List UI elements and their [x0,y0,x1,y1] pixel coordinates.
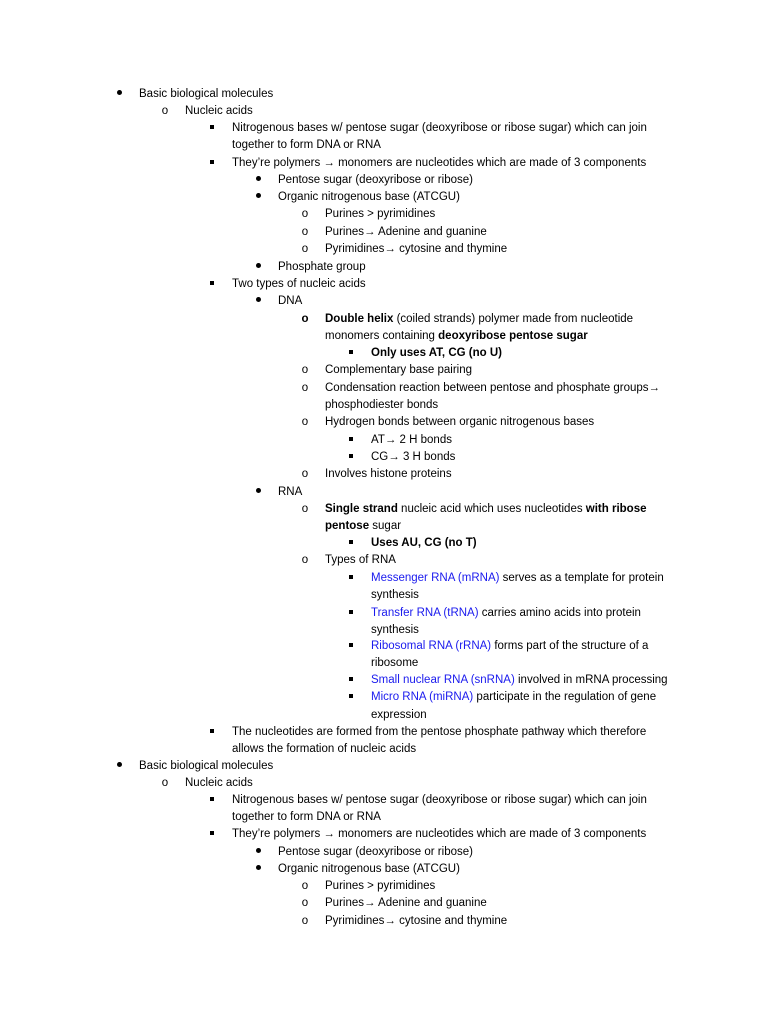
list-item-text: with ribose [585,503,647,515]
list-item-text: Pentose sugar (deoxyribose or ribose) [278,174,473,186]
list-item-text: serves as a template for protein [499,572,664,584]
list-item-text: Involves histone proteins [325,468,452,480]
bullet-circle-icon: o [301,503,309,515]
list-item-continuation [232,809,381,826]
list-item [232,155,646,172]
list-item-text: involved in mRNA processing [514,674,668,686]
list-item [185,103,253,120]
bullet-circle-icon: o [301,554,309,566]
bullet-circle-icon: o [301,243,309,255]
list-item-text: Organic nitrogenous base (ATCGU) [278,863,460,875]
list-item-continuation [232,741,416,758]
bullet-square-icon [344,570,358,587]
bullet-square-icon [205,724,219,741]
list-item-text: synthesis [371,624,419,636]
list-item-text: expression [371,709,427,721]
list-item-text: CG→ 3 H bonds [371,451,456,463]
list-item-continuation [371,622,419,639]
bullet-circle-icon: o [301,364,309,376]
list-item [371,570,664,587]
list-item-text: DNA [278,295,303,307]
list-item-text: allows the formation of nucleic acids [232,743,417,755]
list-item-continuation [232,137,381,154]
bullet-circle-icon: o [301,226,309,238]
list-item [325,414,594,431]
bullet-square-icon [205,826,219,843]
list-item-text: sugar [369,520,402,532]
list-item-text: Complementary base pairing [325,364,473,376]
list-item-text: Purines→ Adenine and guanine [325,897,487,909]
bullet-square-icon [344,345,358,362]
list-item-continuation [325,518,401,535]
list-item-text: Types of RNA [325,554,396,566]
list-item-text: They’re polymers → monomers are nucleotides which are made of 3 components [232,157,647,169]
list-item-text: Condensation reaction between pentose and phosphate groups→ [325,382,661,394]
list-item-text: Basic biological molecules [139,88,274,100]
bullet-dot-icon [251,189,265,206]
list-item [371,638,648,655]
list-item-text: together to form DNA or RNA [232,139,381,151]
list-item [278,844,473,861]
bullet-circle-icon: o [301,915,309,927]
list-item-text: Nitrogenous bases w/ pentose sugar (deoxyribose or ribose sugar) which can join [232,122,647,134]
list-item [278,172,473,189]
bullet-dot-icon [251,861,265,878]
list-item [325,552,396,569]
bullet-circle-icon: o [301,208,309,220]
list-item [185,775,253,792]
rna-type-link[interactable]: Ribosomal RNA (rRNA) [371,640,492,652]
list-item [371,535,477,552]
rna-type-link[interactable]: Transfer RNA (tRNA) [371,607,479,619]
list-item-text: nucleic acid which uses nucleotides [397,503,586,515]
list-item-text: phosphodiester bonds [325,399,439,411]
list-item-text: ribosome [371,657,419,669]
bullet-dot-icon [251,844,265,861]
list-item-text: Only uses AT, CG (no U) [371,347,502,359]
list-item [325,895,487,912]
list-item [325,466,452,483]
rna-type-link[interactable]: Micro RNA (miRNA) [371,691,474,703]
list-item-text: Organic nitrogenous base (ATCGU) [278,191,460,203]
list-item-text: Pentose sugar (deoxyribose or ribose) [278,846,473,858]
bullet-dot-icon [112,758,126,775]
list-item-text: Double helix [325,313,394,325]
list-item-text: The nucleotides are formed from the pentose phosphate pathway which therefore [232,726,647,738]
list-item-text: Two types of nucleic acids [232,278,366,290]
list-item [278,259,366,276]
list-item-continuation [325,328,588,345]
list-item [371,605,641,622]
bullet-dot-icon [112,86,126,103]
list-item-text: forms part of the structure of a [491,640,649,652]
list-item-text: carries amino acids into protein [478,607,641,619]
list-item-text: Hydrogen bonds between organic nitrogenous bases [325,416,595,428]
bullet-dot-icon [251,293,265,310]
rna-type-link[interactable]: Messenger RNA (mRNA) [371,572,500,584]
list-item [278,484,302,501]
list-item-text: synthesis [371,589,419,601]
bullet-circle-icon: o [301,382,309,394]
list-item [278,861,460,878]
list-item-text: Pyrimidines→ cytosine and thymine [325,915,508,927]
bullet-dot-icon [251,484,265,501]
bullet-circle-icon: o [301,897,309,909]
list-item-text: participate in the regulation of gene [473,691,657,703]
list-item [139,758,273,775]
list-item-text: pentose [325,520,370,532]
bullet-circle-icon: o [301,313,309,325]
list-item-continuation [371,587,419,604]
list-item [325,501,647,518]
bullet-square-icon [205,792,219,809]
list-item-text: Nucleic acids [185,777,253,789]
list-item [232,724,646,741]
list-item [278,293,302,310]
list-item-continuation [371,707,427,724]
list-item [325,362,472,379]
bullet-circle-icon: o [301,468,309,480]
list-item-text: They’re polymers → monomers are nucleotides which are made of 3 components [232,828,647,840]
list-item-text: Purines > pyrimidines [325,208,436,220]
list-item-text: (coiled strands) polymer made from nucleotide [393,313,634,325]
list-item-text: Nitrogenous bases w/ pentose sugar (deoxyribose or ribose sugar) which can join [232,794,647,806]
bullet-square-icon [205,155,219,172]
list-item [325,311,633,328]
bullet-square-icon [344,605,358,622]
list-item-text: Phosphate group [278,261,366,273]
bullet-circle-icon: o [301,880,309,892]
bullet-square-icon [344,535,358,552]
list-item [232,120,647,137]
list-item [232,276,366,293]
list-item [325,380,660,397]
list-item-continuation [371,655,418,672]
list-item [371,432,452,449]
bullet-square-icon [344,689,358,706]
list-item [371,672,668,689]
list-item-text: Purines→ Adenine and guanine [325,226,487,238]
list-item [232,792,647,809]
list-item-text: Purines > pyrimidines [325,880,436,892]
list-item-text: Basic biological molecules [139,760,274,772]
list-item [371,345,502,362]
list-item [371,689,656,706]
bullet-square-icon [344,432,358,449]
list-item-continuation [325,397,438,414]
bullet-square-icon [205,120,219,137]
list-item-text: Nucleic acids [185,105,253,117]
bullet-circle-icon: o [161,105,169,117]
list-item [371,449,455,466]
bullet-square-icon [344,638,358,655]
list-item-text: RNA [278,486,303,498]
list-item-text: monomers containing [325,330,439,342]
list-item-text: Pyrimidines→ cytosine and thymine [325,243,508,255]
bullet-circle-icon: o [301,416,309,428]
list-item-text: AT→ 2 H bonds [371,434,452,446]
bullet-square-icon [205,276,219,293]
list-item-text: Uses AU, CG (no T) [371,537,477,549]
list-item [139,86,273,103]
bullet-dot-icon [251,172,265,189]
list-item [325,206,435,223]
bullet-circle-icon: o [161,777,169,789]
bullet-dot-icon [251,259,265,276]
bullet-square-icon [344,672,358,689]
list-item [278,189,460,206]
list-item-text: deoxyribose pentose sugar [438,330,588,342]
list-item [325,241,507,258]
list-item [325,878,435,895]
list-item [232,826,646,843]
list-item [325,913,507,930]
list-item [325,224,487,241]
list-item-text: together to form DNA or RNA [232,811,381,823]
list-item-text: Single strand [325,503,398,515]
rna-type-link[interactable]: Small nuclear RNA (snRNA) [371,674,515,686]
bullet-square-icon [344,449,358,466]
